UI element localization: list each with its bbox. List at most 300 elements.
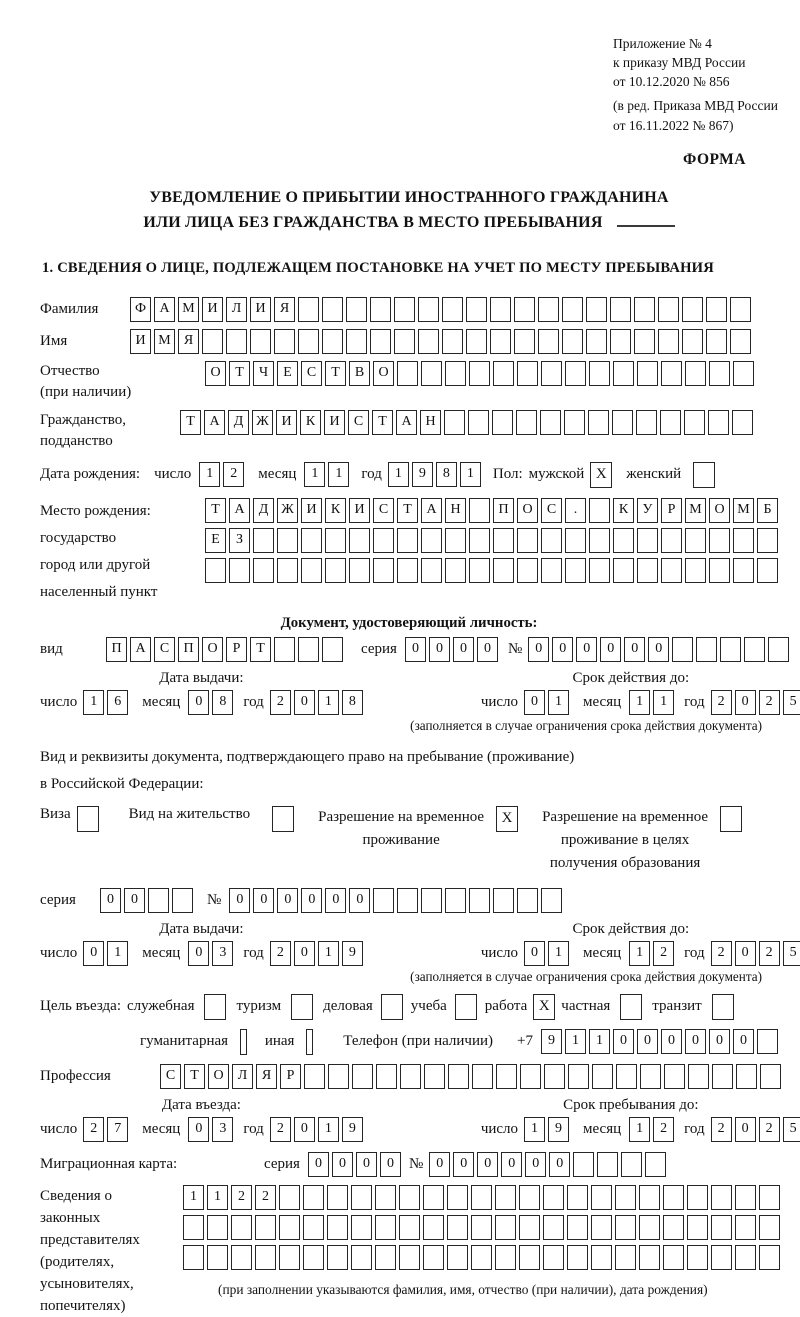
char-cell[interactable]: 0 xyxy=(501,1152,522,1177)
char-cell[interactable] xyxy=(615,1185,636,1210)
char-cell[interactable] xyxy=(255,1215,276,1240)
char-cell[interactable] xyxy=(711,1245,732,1270)
char-cell[interactable] xyxy=(615,1215,636,1240)
char-cell[interactable] xyxy=(735,1245,756,1270)
char-cell[interactable]: Я xyxy=(274,297,295,322)
char-cell[interactable] xyxy=(613,528,634,553)
char-cell[interactable]: 1 xyxy=(318,1117,339,1142)
char-cell[interactable]: О xyxy=(517,498,538,523)
char-cell[interactable] xyxy=(421,558,442,583)
char-cell[interactable]: С xyxy=(301,361,322,386)
char-cell[interactable]: 2 xyxy=(759,1117,780,1142)
char-cell[interactable] xyxy=(639,1215,660,1240)
char-cell[interactable]: 0 xyxy=(429,1152,450,1177)
char-cell[interactable] xyxy=(540,410,561,435)
residence-permit-checkbox[interactable] xyxy=(272,806,294,832)
char-cell[interactable]: 6 xyxy=(107,690,128,715)
char-cell[interactable]: М xyxy=(154,329,175,354)
char-cell[interactable] xyxy=(591,1185,612,1210)
char-cell[interactable] xyxy=(349,558,370,583)
char-cell[interactable] xyxy=(735,1215,756,1240)
char-cell[interactable]: 0 xyxy=(349,888,370,913)
char-cell[interactable]: 9 xyxy=(412,462,433,487)
char-cell[interactable] xyxy=(172,888,193,913)
char-cell[interactable] xyxy=(591,1245,612,1270)
char-cell[interactable]: 0 xyxy=(188,690,209,715)
char-cell[interactable] xyxy=(517,888,538,913)
char-cell[interactable] xyxy=(349,528,370,553)
char-cell[interactable]: 3 xyxy=(212,941,233,966)
char-cell[interactable]: Л xyxy=(226,297,247,322)
char-cell[interactable] xyxy=(496,1064,517,1089)
char-cell[interactable]: 0 xyxy=(477,1152,498,1177)
char-cell[interactable] xyxy=(744,637,765,662)
char-cell[interactable] xyxy=(519,1245,540,1270)
char-cell[interactable]: 1 xyxy=(653,690,674,715)
char-cell[interactable] xyxy=(514,329,535,354)
char-cell[interactable] xyxy=(759,1245,780,1270)
char-cell[interactable]: С xyxy=(348,410,369,435)
char-cell[interactable] xyxy=(757,558,778,583)
char-cell[interactable] xyxy=(682,329,703,354)
char-cell[interactable]: Д xyxy=(253,498,274,523)
purpose-humanitarian-checkbox[interactable] xyxy=(240,1029,247,1055)
char-cell[interactable]: 0 xyxy=(229,888,250,913)
char-cell[interactable] xyxy=(567,1185,588,1210)
char-cell[interactable] xyxy=(322,297,343,322)
char-cell[interactable]: А xyxy=(396,410,417,435)
char-cell[interactable]: 1 xyxy=(548,941,569,966)
char-cell[interactable]: 0 xyxy=(735,1117,756,1142)
char-cell[interactable] xyxy=(685,558,706,583)
char-cell[interactable]: 2 xyxy=(223,462,244,487)
char-cell[interactable] xyxy=(565,528,586,553)
char-cell[interactable]: 2 xyxy=(255,1185,276,1210)
char-cell[interactable]: 0 xyxy=(294,690,315,715)
char-cell[interactable]: 1 xyxy=(548,690,569,715)
char-cell[interactable]: 1 xyxy=(328,462,349,487)
char-cell[interactable]: Т xyxy=(229,361,250,386)
char-cell[interactable] xyxy=(664,1064,685,1089)
char-cell[interactable] xyxy=(757,528,778,553)
char-cell[interactable] xyxy=(327,1185,348,1210)
char-cell[interactable] xyxy=(573,1152,594,1177)
char-cell[interactable]: 1 xyxy=(318,690,339,715)
char-cell[interactable]: 1 xyxy=(460,462,481,487)
char-cell[interactable]: С xyxy=(154,637,175,662)
char-cell[interactable]: 0 xyxy=(528,637,549,662)
char-cell[interactable]: Т xyxy=(184,1064,205,1089)
char-cell[interactable] xyxy=(661,528,682,553)
char-cell[interactable] xyxy=(298,637,319,662)
char-cell[interactable] xyxy=(538,329,559,354)
char-cell[interactable] xyxy=(418,297,439,322)
char-cell[interactable] xyxy=(768,637,789,662)
char-cell[interactable]: 1 xyxy=(388,462,409,487)
char-cell[interactable]: П xyxy=(178,637,199,662)
char-cell[interactable] xyxy=(708,410,729,435)
char-cell[interactable] xyxy=(373,528,394,553)
char-cell[interactable] xyxy=(370,297,391,322)
char-cell[interactable]: 0 xyxy=(301,888,322,913)
char-cell[interactable]: И xyxy=(301,498,322,523)
char-cell[interactable] xyxy=(148,888,169,913)
char-cell[interactable] xyxy=(495,1185,516,1210)
purpose-official-checkbox[interactable] xyxy=(204,994,226,1020)
char-cell[interactable]: 1 xyxy=(107,941,128,966)
char-cell[interactable]: 0 xyxy=(188,941,209,966)
char-cell[interactable] xyxy=(636,410,657,435)
char-cell[interactable]: И xyxy=(324,410,345,435)
char-cell[interactable] xyxy=(711,1215,732,1240)
char-cell[interactable] xyxy=(688,1064,709,1089)
purpose-private-checkbox[interactable] xyxy=(620,994,642,1020)
char-cell[interactable]: И xyxy=(250,297,271,322)
char-cell[interactable]: 0 xyxy=(277,888,298,913)
char-cell[interactable] xyxy=(759,1185,780,1210)
char-cell[interactable]: 1 xyxy=(199,462,220,487)
char-cell[interactable]: 0 xyxy=(525,1152,546,1177)
char-cell[interactable]: К xyxy=(325,498,346,523)
char-cell[interactable]: 0 xyxy=(733,1029,754,1054)
char-cell[interactable]: 1 xyxy=(629,690,650,715)
char-cell[interactable]: С xyxy=(373,498,394,523)
char-cell[interactable] xyxy=(661,558,682,583)
char-cell[interactable] xyxy=(658,329,679,354)
char-cell[interactable]: 8 xyxy=(342,690,363,715)
char-cell[interactable] xyxy=(586,329,607,354)
char-cell[interactable] xyxy=(687,1215,708,1240)
char-cell[interactable] xyxy=(637,528,658,553)
char-cell[interactable] xyxy=(492,410,513,435)
char-cell[interactable] xyxy=(303,1215,324,1240)
char-cell[interactable] xyxy=(684,410,705,435)
char-cell[interactable] xyxy=(301,528,322,553)
char-cell[interactable] xyxy=(543,1215,564,1240)
char-cell[interactable] xyxy=(720,637,741,662)
char-cell[interactable] xyxy=(658,297,679,322)
char-cell[interactable] xyxy=(757,1029,778,1054)
char-cell[interactable]: Я xyxy=(256,1064,277,1089)
char-cell[interactable] xyxy=(253,528,274,553)
char-cell[interactable]: У xyxy=(637,498,658,523)
char-cell[interactable] xyxy=(274,329,295,354)
char-cell[interactable] xyxy=(615,1245,636,1270)
char-cell[interactable]: 0 xyxy=(709,1029,730,1054)
char-cell[interactable] xyxy=(274,637,295,662)
char-cell[interactable]: 2 xyxy=(231,1185,252,1210)
char-cell[interactable]: 1 xyxy=(629,941,650,966)
char-cell[interactable]: И xyxy=(202,297,223,322)
purpose-business-checkbox[interactable] xyxy=(381,994,403,1020)
char-cell[interactable]: 0 xyxy=(685,1029,706,1054)
char-cell[interactable] xyxy=(613,558,634,583)
char-cell[interactable]: М xyxy=(685,498,706,523)
char-cell[interactable] xyxy=(226,329,247,354)
char-cell[interactable]: Ч xyxy=(253,361,274,386)
char-cell[interactable] xyxy=(640,1064,661,1089)
char-cell[interactable]: 2 xyxy=(653,941,674,966)
char-cell[interactable]: Н xyxy=(420,410,441,435)
char-cell[interactable]: 0 xyxy=(549,1152,570,1177)
char-cell[interactable] xyxy=(589,558,610,583)
char-cell[interactable]: Д xyxy=(228,410,249,435)
char-cell[interactable] xyxy=(399,1215,420,1240)
char-cell[interactable]: С xyxy=(541,498,562,523)
char-cell[interactable]: 2 xyxy=(759,690,780,715)
char-cell[interactable] xyxy=(663,1185,684,1210)
char-cell[interactable] xyxy=(733,558,754,583)
char-cell[interactable] xyxy=(298,329,319,354)
char-cell[interactable]: К xyxy=(613,498,634,523)
char-cell[interactable] xyxy=(589,361,610,386)
char-cell[interactable] xyxy=(207,1215,228,1240)
char-cell[interactable]: 1 xyxy=(589,1029,610,1054)
char-cell[interactable] xyxy=(709,361,730,386)
purpose-other-checkbox[interactable] xyxy=(306,1029,313,1055)
char-cell[interactable]: 5 xyxy=(783,690,800,715)
char-cell[interactable]: 0 xyxy=(735,690,756,715)
char-cell[interactable] xyxy=(399,1185,420,1210)
char-cell[interactable] xyxy=(696,637,717,662)
char-cell[interactable] xyxy=(612,410,633,435)
char-cell[interactable] xyxy=(568,1064,589,1089)
char-cell[interactable] xyxy=(442,297,463,322)
char-cell[interactable] xyxy=(685,528,706,553)
char-cell[interactable] xyxy=(592,1064,613,1089)
char-cell[interactable] xyxy=(493,528,514,553)
char-cell[interactable]: 8 xyxy=(212,690,233,715)
char-cell[interactable] xyxy=(423,1185,444,1210)
char-cell[interactable] xyxy=(325,558,346,583)
char-cell[interactable] xyxy=(346,297,367,322)
char-cell[interactable]: 0 xyxy=(477,637,498,662)
sex-male-checkbox[interactable]: X xyxy=(590,462,612,488)
char-cell[interactable]: 2 xyxy=(759,941,780,966)
char-cell[interactable] xyxy=(279,1185,300,1210)
char-cell[interactable] xyxy=(730,297,751,322)
char-cell[interactable]: 2 xyxy=(711,690,732,715)
char-cell[interactable] xyxy=(520,1064,541,1089)
char-cell[interactable] xyxy=(442,329,463,354)
char-cell[interactable] xyxy=(277,558,298,583)
purpose-study-checkbox[interactable] xyxy=(455,994,477,1020)
char-cell[interactable] xyxy=(597,1152,618,1177)
char-cell[interactable] xyxy=(490,329,511,354)
char-cell[interactable]: Т xyxy=(205,498,226,523)
char-cell[interactable] xyxy=(469,528,490,553)
char-cell[interactable] xyxy=(397,558,418,583)
char-cell[interactable] xyxy=(589,528,610,553)
char-cell[interactable] xyxy=(394,329,415,354)
char-cell[interactable]: Р xyxy=(280,1064,301,1089)
sex-female-checkbox[interactable] xyxy=(693,462,715,488)
char-cell[interactable]: Е xyxy=(205,528,226,553)
char-cell[interactable] xyxy=(445,361,466,386)
char-cell[interactable]: 5 xyxy=(783,1117,800,1142)
char-cell[interactable] xyxy=(733,528,754,553)
char-cell[interactable] xyxy=(562,297,583,322)
char-cell[interactable]: 2 xyxy=(270,1117,291,1142)
char-cell[interactable] xyxy=(564,410,585,435)
char-cell[interactable] xyxy=(447,1245,468,1270)
char-cell[interactable]: Ж xyxy=(252,410,273,435)
char-cell[interactable]: 9 xyxy=(342,1117,363,1142)
char-cell[interactable] xyxy=(469,361,490,386)
char-cell[interactable]: 1 xyxy=(207,1185,228,1210)
char-cell[interactable]: 1 xyxy=(565,1029,586,1054)
char-cell[interactable]: А xyxy=(130,637,151,662)
temp-permit-checkbox[interactable]: X xyxy=(496,806,518,832)
char-cell[interactable]: 0 xyxy=(188,1117,209,1142)
char-cell[interactable] xyxy=(759,1215,780,1240)
char-cell[interactable]: 0 xyxy=(405,637,426,662)
char-cell[interactable]: 0 xyxy=(308,1152,329,1177)
char-cell[interactable] xyxy=(495,1215,516,1240)
char-cell[interactable] xyxy=(562,329,583,354)
char-cell[interactable] xyxy=(327,1245,348,1270)
char-cell[interactable]: Б xyxy=(757,498,778,523)
char-cell[interactable] xyxy=(351,1245,372,1270)
char-cell[interactable]: 0 xyxy=(453,637,474,662)
char-cell[interactable]: С xyxy=(160,1064,181,1089)
char-cell[interactable] xyxy=(544,1064,565,1089)
char-cell[interactable]: 0 xyxy=(524,690,545,715)
char-cell[interactable] xyxy=(304,1064,325,1089)
char-cell[interactable] xyxy=(298,297,319,322)
char-cell[interactable] xyxy=(541,558,562,583)
char-cell[interactable] xyxy=(423,1215,444,1240)
char-cell[interactable]: Я xyxy=(178,329,199,354)
char-cell[interactable] xyxy=(469,558,490,583)
char-cell[interactable]: 0 xyxy=(524,941,545,966)
char-cell[interactable]: 7 xyxy=(107,1117,128,1142)
char-cell[interactable] xyxy=(517,558,538,583)
char-cell[interactable] xyxy=(565,361,586,386)
char-cell[interactable]: 9 xyxy=(541,1029,562,1054)
char-cell[interactable] xyxy=(733,361,754,386)
char-cell[interactable]: 1 xyxy=(83,690,104,715)
char-cell[interactable] xyxy=(735,1185,756,1210)
char-cell[interactable]: О xyxy=(373,361,394,386)
char-cell[interactable] xyxy=(418,329,439,354)
char-cell[interactable]: Е xyxy=(277,361,298,386)
char-cell[interactable] xyxy=(541,528,562,553)
char-cell[interactable] xyxy=(202,329,223,354)
char-cell[interactable] xyxy=(706,297,727,322)
char-cell[interactable] xyxy=(231,1245,252,1270)
char-cell[interactable]: 9 xyxy=(342,941,363,966)
char-cell[interactable]: Ж xyxy=(277,498,298,523)
char-cell[interactable]: В xyxy=(349,361,370,386)
char-cell[interactable]: 2 xyxy=(653,1117,674,1142)
char-cell[interactable] xyxy=(709,528,730,553)
char-cell[interactable] xyxy=(543,1245,564,1270)
char-cell[interactable]: 0 xyxy=(294,1117,315,1142)
char-cell[interactable] xyxy=(468,410,489,435)
char-cell[interactable] xyxy=(517,528,538,553)
char-cell[interactable] xyxy=(639,1185,660,1210)
char-cell[interactable] xyxy=(471,1245,492,1270)
char-cell[interactable] xyxy=(567,1215,588,1240)
char-cell[interactable]: И xyxy=(276,410,297,435)
char-cell[interactable]: 8 xyxy=(436,462,457,487)
char-cell[interactable] xyxy=(322,637,343,662)
char-cell[interactable] xyxy=(250,329,271,354)
char-cell[interactable] xyxy=(231,1215,252,1240)
char-cell[interactable]: 0 xyxy=(429,637,450,662)
char-cell[interactable] xyxy=(663,1215,684,1240)
char-cell[interactable]: 0 xyxy=(124,888,145,913)
char-cell[interactable] xyxy=(376,1064,397,1089)
char-cell[interactable] xyxy=(328,1064,349,1089)
char-cell[interactable]: З xyxy=(229,528,250,553)
char-cell[interactable] xyxy=(712,1064,733,1089)
char-cell[interactable]: Т xyxy=(325,361,346,386)
char-cell[interactable] xyxy=(207,1245,228,1270)
char-cell[interactable]: 0 xyxy=(294,941,315,966)
char-cell[interactable] xyxy=(399,1245,420,1270)
char-cell[interactable]: М xyxy=(733,498,754,523)
char-cell[interactable] xyxy=(253,558,274,583)
char-cell[interactable] xyxy=(394,297,415,322)
char-cell[interactable] xyxy=(543,1185,564,1210)
char-cell[interactable] xyxy=(519,1185,540,1210)
char-cell[interactable]: 0 xyxy=(637,1029,658,1054)
char-cell[interactable] xyxy=(279,1245,300,1270)
char-cell[interactable]: 0 xyxy=(552,637,573,662)
char-cell[interactable] xyxy=(325,528,346,553)
char-cell[interactable]: 1 xyxy=(524,1117,545,1142)
char-cell[interactable]: 0 xyxy=(332,1152,353,1177)
char-cell[interactable] xyxy=(541,361,562,386)
char-cell[interactable] xyxy=(400,1064,421,1089)
char-cell[interactable] xyxy=(471,1185,492,1210)
char-cell[interactable] xyxy=(448,1064,469,1089)
char-cell[interactable] xyxy=(591,1215,612,1240)
char-cell[interactable] xyxy=(637,361,658,386)
char-cell[interactable]: Т xyxy=(397,498,418,523)
char-cell[interactable] xyxy=(469,888,490,913)
char-cell[interactable] xyxy=(514,297,535,322)
char-cell[interactable] xyxy=(421,528,442,553)
char-cell[interactable] xyxy=(445,888,466,913)
char-cell[interactable] xyxy=(736,1064,757,1089)
char-cell[interactable] xyxy=(538,297,559,322)
char-cell[interactable]: А xyxy=(204,410,225,435)
char-cell[interactable]: 2 xyxy=(83,1117,104,1142)
char-cell[interactable] xyxy=(255,1245,276,1270)
char-cell[interactable] xyxy=(519,1215,540,1240)
char-cell[interactable] xyxy=(588,410,609,435)
char-cell[interactable] xyxy=(397,361,418,386)
char-cell[interactable] xyxy=(277,528,298,553)
purpose-transit-checkbox[interactable] xyxy=(712,994,734,1020)
char-cell[interactable] xyxy=(205,558,226,583)
char-cell[interactable]: Ф xyxy=(130,297,151,322)
purpose-work-checkbox[interactable]: X xyxy=(533,994,555,1020)
char-cell[interactable]: О xyxy=(709,498,730,523)
char-cell[interactable]: 0 xyxy=(100,888,121,913)
char-cell[interactable]: 1 xyxy=(304,462,325,487)
char-cell[interactable] xyxy=(517,361,538,386)
char-cell[interactable] xyxy=(447,1215,468,1240)
char-cell[interactable] xyxy=(303,1185,324,1210)
char-cell[interactable]: И xyxy=(349,498,370,523)
purpose-tourism-checkbox[interactable] xyxy=(291,994,313,1020)
char-cell[interactable]: О xyxy=(208,1064,229,1089)
char-cell[interactable] xyxy=(616,1064,637,1089)
